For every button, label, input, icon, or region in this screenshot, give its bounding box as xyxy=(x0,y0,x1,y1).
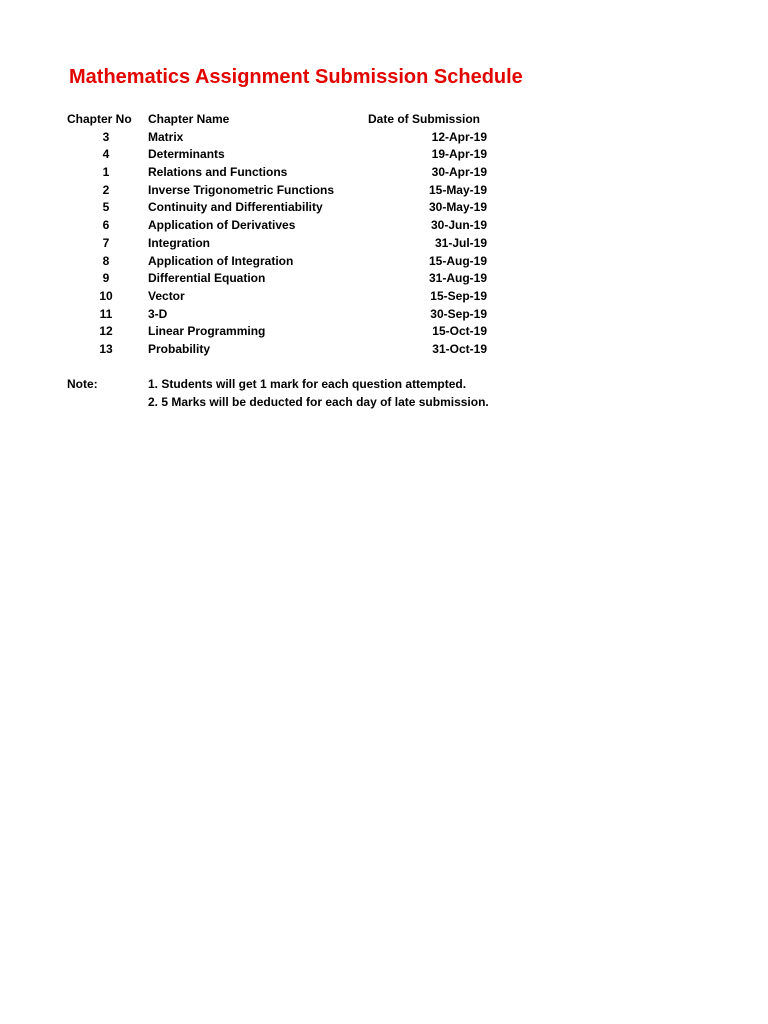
submission-date-cell: 15-Sep-19 xyxy=(430,288,487,303)
table-row xyxy=(67,217,527,235)
chapter-name-cell: Differential Equation xyxy=(148,271,266,286)
submission-date-cell: 15-May-19 xyxy=(428,182,487,197)
table-row xyxy=(67,235,527,253)
submission-date-cell: 31-Aug-19 xyxy=(428,271,487,286)
chapter-no-cell: 2 xyxy=(102,182,110,197)
chapter-name-cell: Application of Derivatives xyxy=(148,218,296,233)
table-row xyxy=(67,253,527,271)
chapter-no-cell: 5 xyxy=(102,200,110,215)
chapter-name-cell: Application of Integration xyxy=(148,253,294,268)
table-row xyxy=(67,323,527,341)
chapter-name-cell: Continuity and Differentiability xyxy=(148,200,323,215)
chapter-no-cell: 6 xyxy=(102,218,110,233)
table-row xyxy=(67,129,527,147)
submission-date-cell: 12-Apr-19 xyxy=(431,129,487,144)
table-row xyxy=(67,182,527,200)
chapter-no-cell: 8 xyxy=(102,253,110,268)
table-row xyxy=(67,199,527,217)
note-label: Note: xyxy=(67,377,98,391)
chapter-name-cell: Vector xyxy=(148,288,185,303)
submission-date-cell: 19-Apr-19 xyxy=(431,147,487,162)
table-row xyxy=(67,288,527,306)
submission-date-cell: 30-May-19 xyxy=(428,200,487,215)
schedule-table xyxy=(67,111,527,359)
chapter-no-cell: 9 xyxy=(102,271,110,286)
chapter-name-cell: 3-D xyxy=(148,306,168,321)
submission-date-cell: 30-Sep-19 xyxy=(430,306,487,321)
note-lines xyxy=(148,376,489,411)
submission-date-cell: 15-Aug-19 xyxy=(428,253,487,268)
header-chapter-no: Chapter No xyxy=(67,112,132,126)
chapter-no-cell: 1 xyxy=(102,165,110,180)
note-line: 2. 5 Marks will be deducted for each day of late submission. xyxy=(148,394,489,409)
chapter-no-cell: 11 xyxy=(99,306,113,321)
page-title: Mathematics Assignment Submission Schedule xyxy=(69,66,523,88)
submission-date-cell: 30-Apr-19 xyxy=(431,165,487,180)
chapter-no-cell: 7 xyxy=(102,235,110,250)
chapter-no-cell: 3 xyxy=(102,129,110,144)
submission-date-cell: 31-Oct-19 xyxy=(432,341,487,356)
chapter-no-cell: 12 xyxy=(99,324,113,339)
submission-date-cell: 31-Jul-19 xyxy=(434,235,487,250)
chapter-name-cell: Integration xyxy=(148,235,210,250)
submission-date-cell: 30-Jun-19 xyxy=(430,218,487,233)
header-date-of-submission: Date of Submission xyxy=(368,112,481,126)
submission-date-cell: 15-Oct-19 xyxy=(432,324,487,339)
chapter-no-cell: 4 xyxy=(102,147,110,162)
chapter-name-cell: Inverse Trigonometric Functions xyxy=(148,182,335,197)
chapter-name-cell: Matrix xyxy=(148,129,184,144)
chapter-name-cell: Relations and Functions xyxy=(148,165,288,180)
chapter-name-cell: Probability xyxy=(148,341,211,356)
table-row xyxy=(67,341,527,359)
note-line: 1. Students will get 1 mark for each question attempted. xyxy=(148,377,467,391)
table-header-row xyxy=(67,111,527,129)
table-row xyxy=(67,146,527,164)
chapter-no-cell: 10 xyxy=(99,288,113,303)
table-row xyxy=(67,164,527,182)
header-chapter-name: Chapter Name xyxy=(148,112,230,126)
chapter-name-cell: Determinants xyxy=(148,147,225,162)
table-row xyxy=(67,270,527,288)
chapter-no-cell: 13 xyxy=(99,341,113,356)
table-row xyxy=(67,306,527,324)
chapter-name-cell: Linear Programming xyxy=(148,324,266,339)
